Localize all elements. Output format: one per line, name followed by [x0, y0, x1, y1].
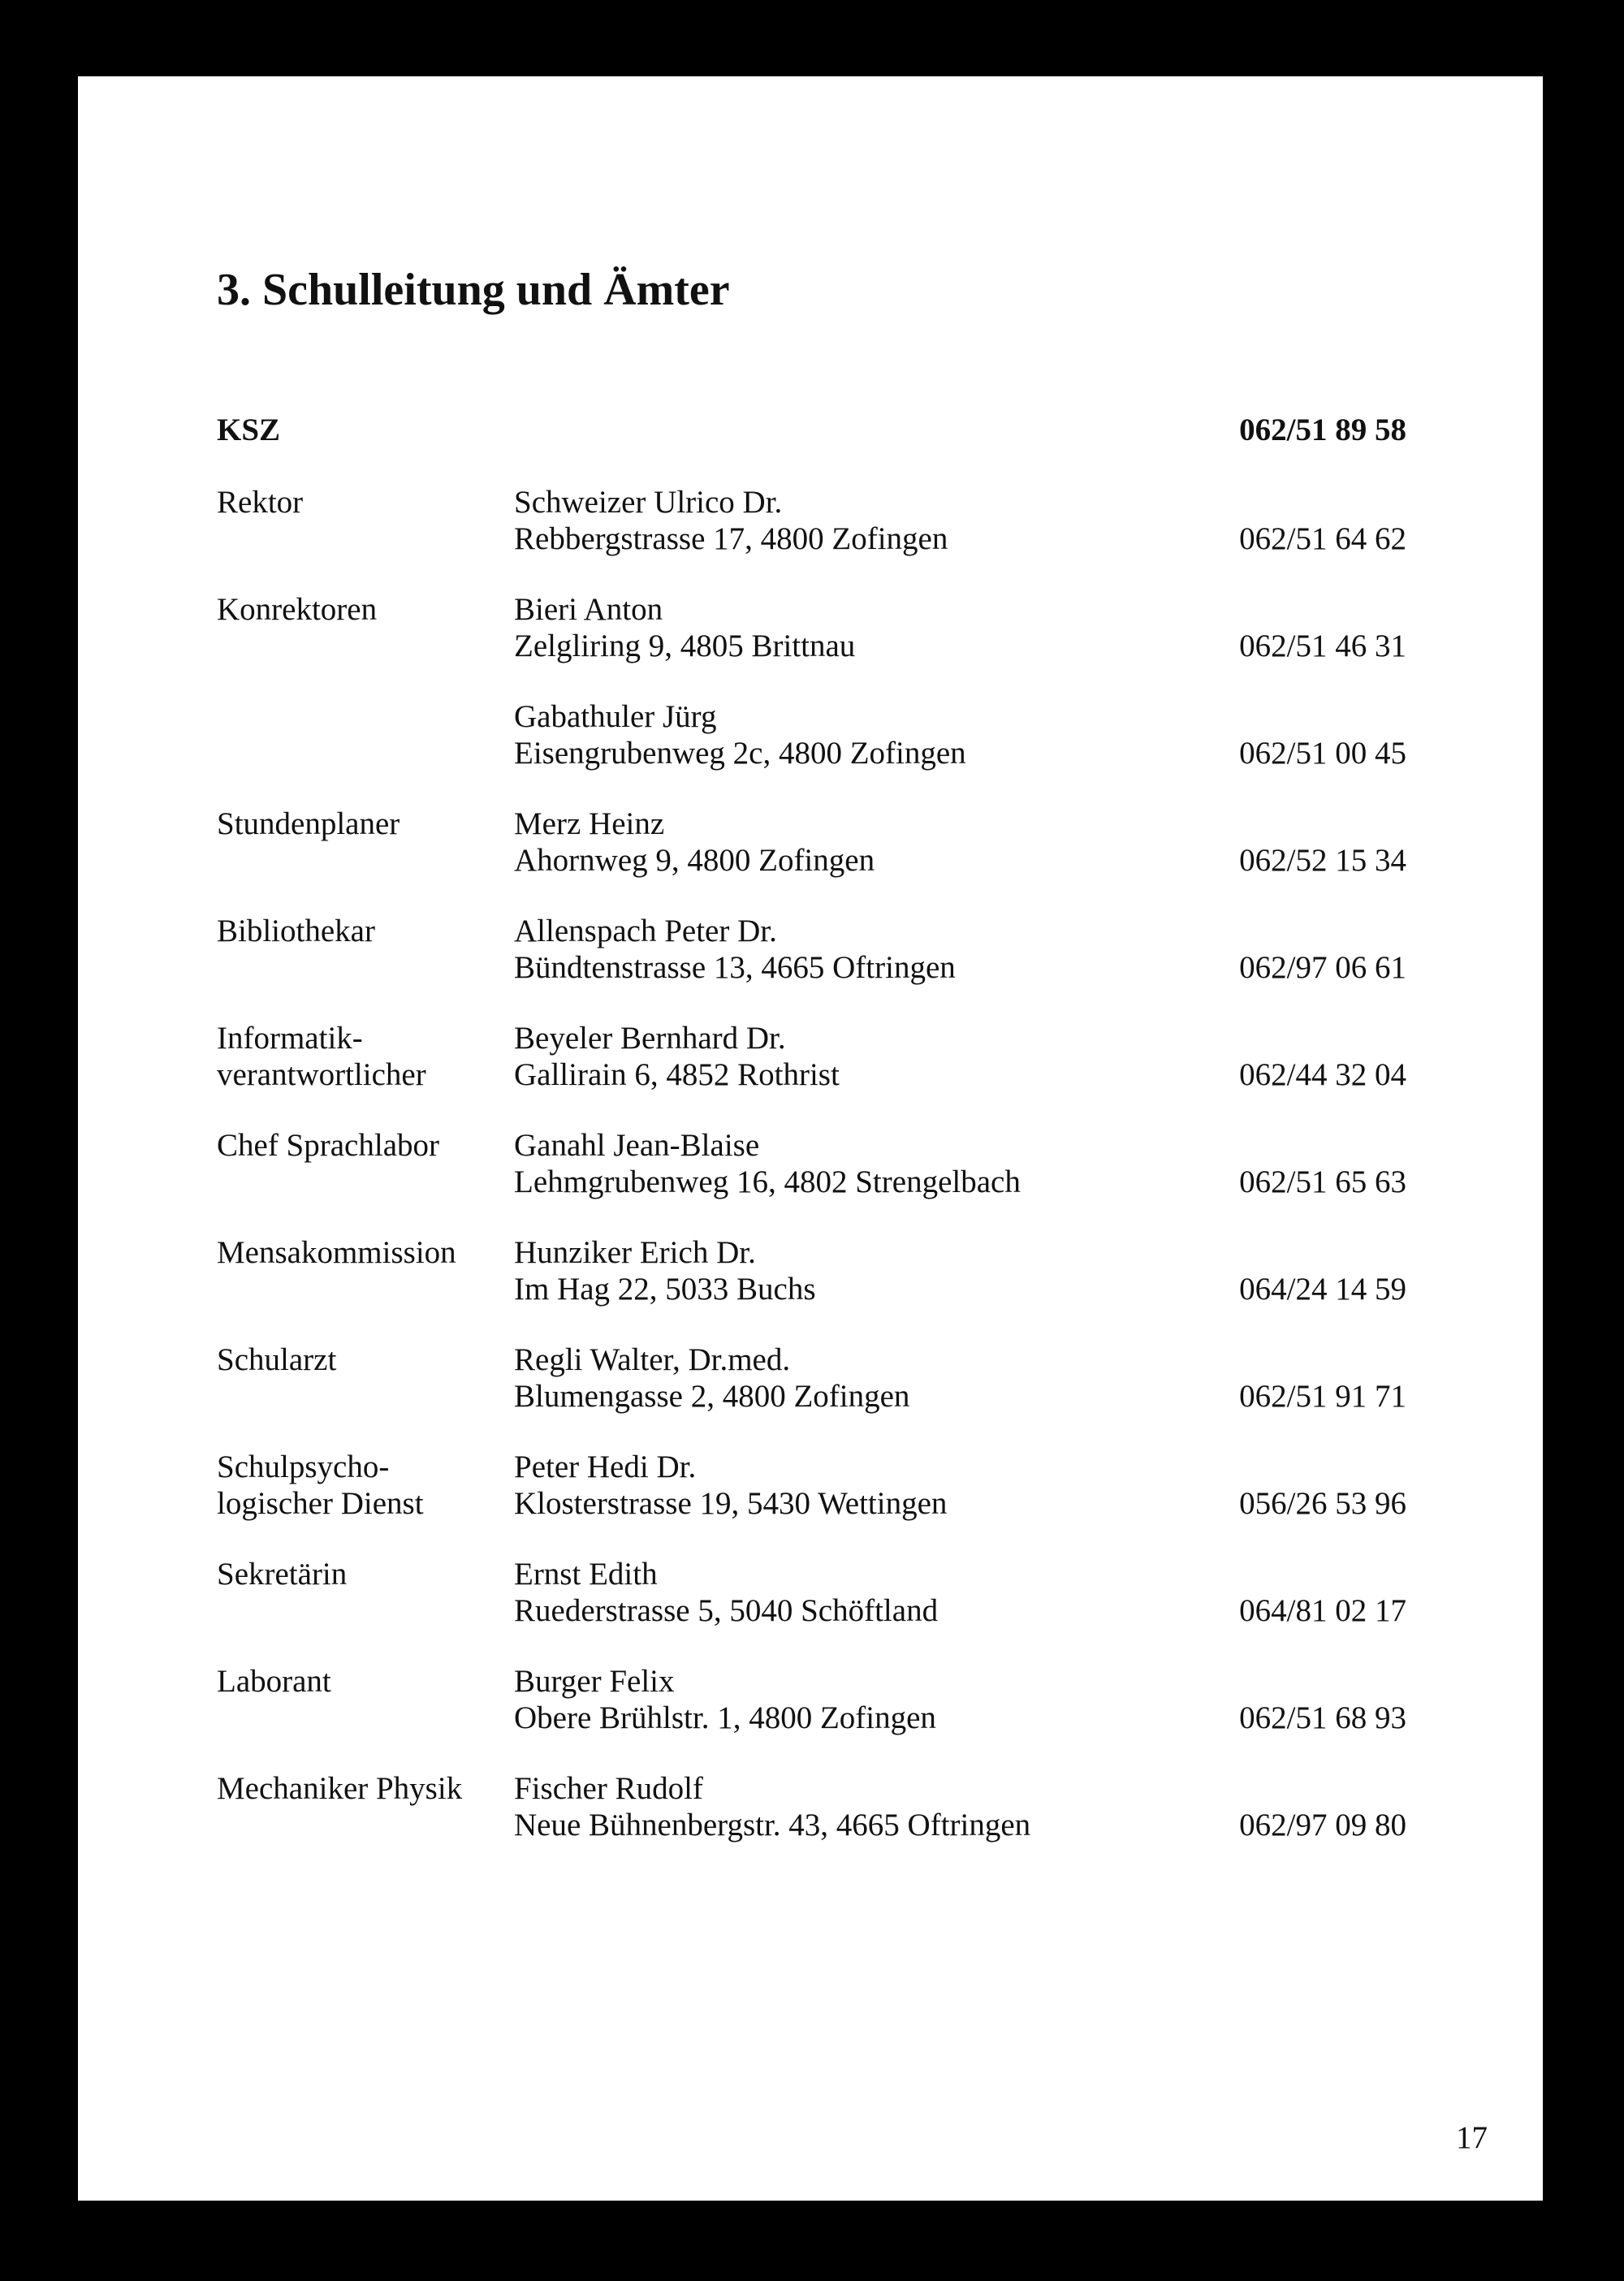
staff-entry — [217, 913, 1406, 986]
entry-name: Burger Felix — [514, 1664, 675, 1699]
entry-name: Hunziker Erich Dr. — [514, 1235, 756, 1270]
entry-phone: 056/26 53 96 — [1239, 1486, 1406, 1521]
entry-role-line: Rektor — [217, 485, 304, 520]
entry-role — [217, 1449, 509, 1522]
staff-entry — [217, 484, 1406, 557]
entry-name: Ganahl Jean-Blaise — [514, 1128, 760, 1163]
staff-entry — [217, 1556, 1406, 1629]
entry-role — [217, 913, 509, 949]
entry-name: Bieri Anton — [514, 592, 663, 627]
entry-role-line: Informatik- — [217, 1021, 363, 1056]
entry-role-line: Sekretärin — [217, 1557, 348, 1592]
entry-address: Klosterstrasse 19, 5430 Wettingen — [514, 1486, 948, 1521]
entry-role — [217, 1020, 509, 1093]
entry-role — [217, 806, 509, 842]
entry-name: Beyeler Bernhard Dr. — [514, 1021, 786, 1056]
entry-phone: 062/44 32 04 — [1239, 1057, 1406, 1092]
page-number: 17 — [1456, 2120, 1488, 2155]
entry-role-line: Mensakommission — [217, 1235, 456, 1270]
entry-role — [217, 484, 509, 521]
entry-phone: 062/51 68 93 — [1239, 1700, 1406, 1735]
entry-phone: 062/51 46 31 — [1239, 629, 1406, 663]
entry-address: Bündtenstrasse 13, 4665 Oftringen — [514, 950, 956, 985]
entry-name: Regli Walter, Dr.med. — [514, 1342, 791, 1377]
entry-name: Fischer Rudolf — [514, 1771, 703, 1806]
entry-name: Allenspach Peter Dr. — [514, 914, 777, 948]
entry-address: Blumengasse 2, 4800 Zofingen — [514, 1379, 910, 1414]
staff-entry — [217, 1341, 1406, 1415]
entry-role — [217, 1234, 509, 1271]
entry-role-line: Schularzt — [217, 1342, 337, 1377]
entry-phone: 062/51 65 63 — [1239, 1164, 1406, 1199]
entry-address: Obere Brühlstr. 1, 4800 Zofingen — [514, 1700, 936, 1735]
entry-address: Ahornweg 9, 4800 Zofingen — [514, 843, 875, 878]
organization-name: KSZ — [217, 413, 281, 447]
entry-phone: 064/81 02 17 — [1239, 1593, 1406, 1628]
entry-role — [217, 1556, 509, 1592]
entry-role-line: Bibliothekar — [217, 914, 375, 948]
entry-address: Im Hag 22, 5033 Buchs — [514, 1272, 816, 1307]
entry-name: Schweizer Ulrico Dr. — [514, 485, 783, 520]
entry-role-line: Laborant — [217, 1664, 331, 1699]
staff-list — [217, 484, 1406, 1877]
entry-name: Peter Hedi Dr. — [514, 1449, 697, 1484]
entry-role-line: Mechaniker Physik — [217, 1771, 463, 1806]
section-heading: 3. Schulleitung und Ämter — [217, 265, 730, 315]
entry-address: Neue Bühnenbergstr. 43, 4665 Oftringen — [514, 1808, 1031, 1843]
staff-entry — [217, 591, 1406, 664]
entry-phone: 062/51 64 62 — [1239, 521, 1406, 556]
entry-phone: 062/97 09 80 — [1239, 1808, 1406, 1843]
entry-role — [217, 591, 509, 628]
staff-entry — [217, 1020, 1406, 1093]
staff-entry — [217, 1449, 1406, 1522]
staff-entry — [217, 1663, 1406, 1736]
entry-address: Gallirain 6, 4852 Rothrist — [514, 1057, 840, 1092]
entry-role-line: Stundenplaner — [217, 806, 400, 841]
entry-address: Ruederstrasse 5, 5040 Schöftland — [514, 1593, 939, 1628]
entry-role-line: Konrektoren — [217, 592, 378, 627]
staff-entry — [217, 1770, 1406, 1843]
entry-phone: 062/97 06 61 — [1239, 950, 1406, 985]
entry-phone: 062/51 00 45 — [1239, 736, 1406, 771]
entry-role — [217, 1127, 509, 1164]
entry-phone: 062/51 91 71 — [1239, 1379, 1406, 1414]
entry-role — [217, 1341, 509, 1378]
entry-role-line: Chef Sprachlabor — [217, 1128, 439, 1163]
entry-role-line: Schulpsycho- — [217, 1449, 390, 1484]
entry-address: Lehmgrubenweg 16, 4802 Strengelbach — [514, 1164, 1021, 1199]
entry-role — [217, 1663, 509, 1700]
entry-address: Eisengrubenweg 2c, 4800 Zofingen — [514, 736, 966, 771]
organization-phone: 062/51 89 58 — [1239, 413, 1406, 447]
staff-entry — [217, 1127, 1406, 1200]
entry-role-line: logischer Dienst — [217, 1486, 424, 1521]
staff-entry — [217, 1234, 1406, 1307]
entry-role — [217, 1770, 509, 1807]
entry-name: Gabathuler Jürg — [514, 699, 717, 734]
entry-role-line: verantwortlicher — [217, 1057, 426, 1092]
entry-address: Zelgliring 9, 4805 Brittnau — [514, 629, 856, 663]
entry-phone: 062/52 15 34 — [1239, 843, 1406, 878]
entry-address: Rebbergstrasse 17, 4800 Zofingen — [514, 521, 948, 556]
staff-entry — [217, 806, 1406, 879]
entry-name: Ernst Edith — [514, 1557, 658, 1592]
entry-name: Merz Heinz — [514, 806, 665, 841]
entry-phone: 064/24 14 59 — [1239, 1272, 1406, 1307]
staff-entry — [217, 698, 1406, 771]
